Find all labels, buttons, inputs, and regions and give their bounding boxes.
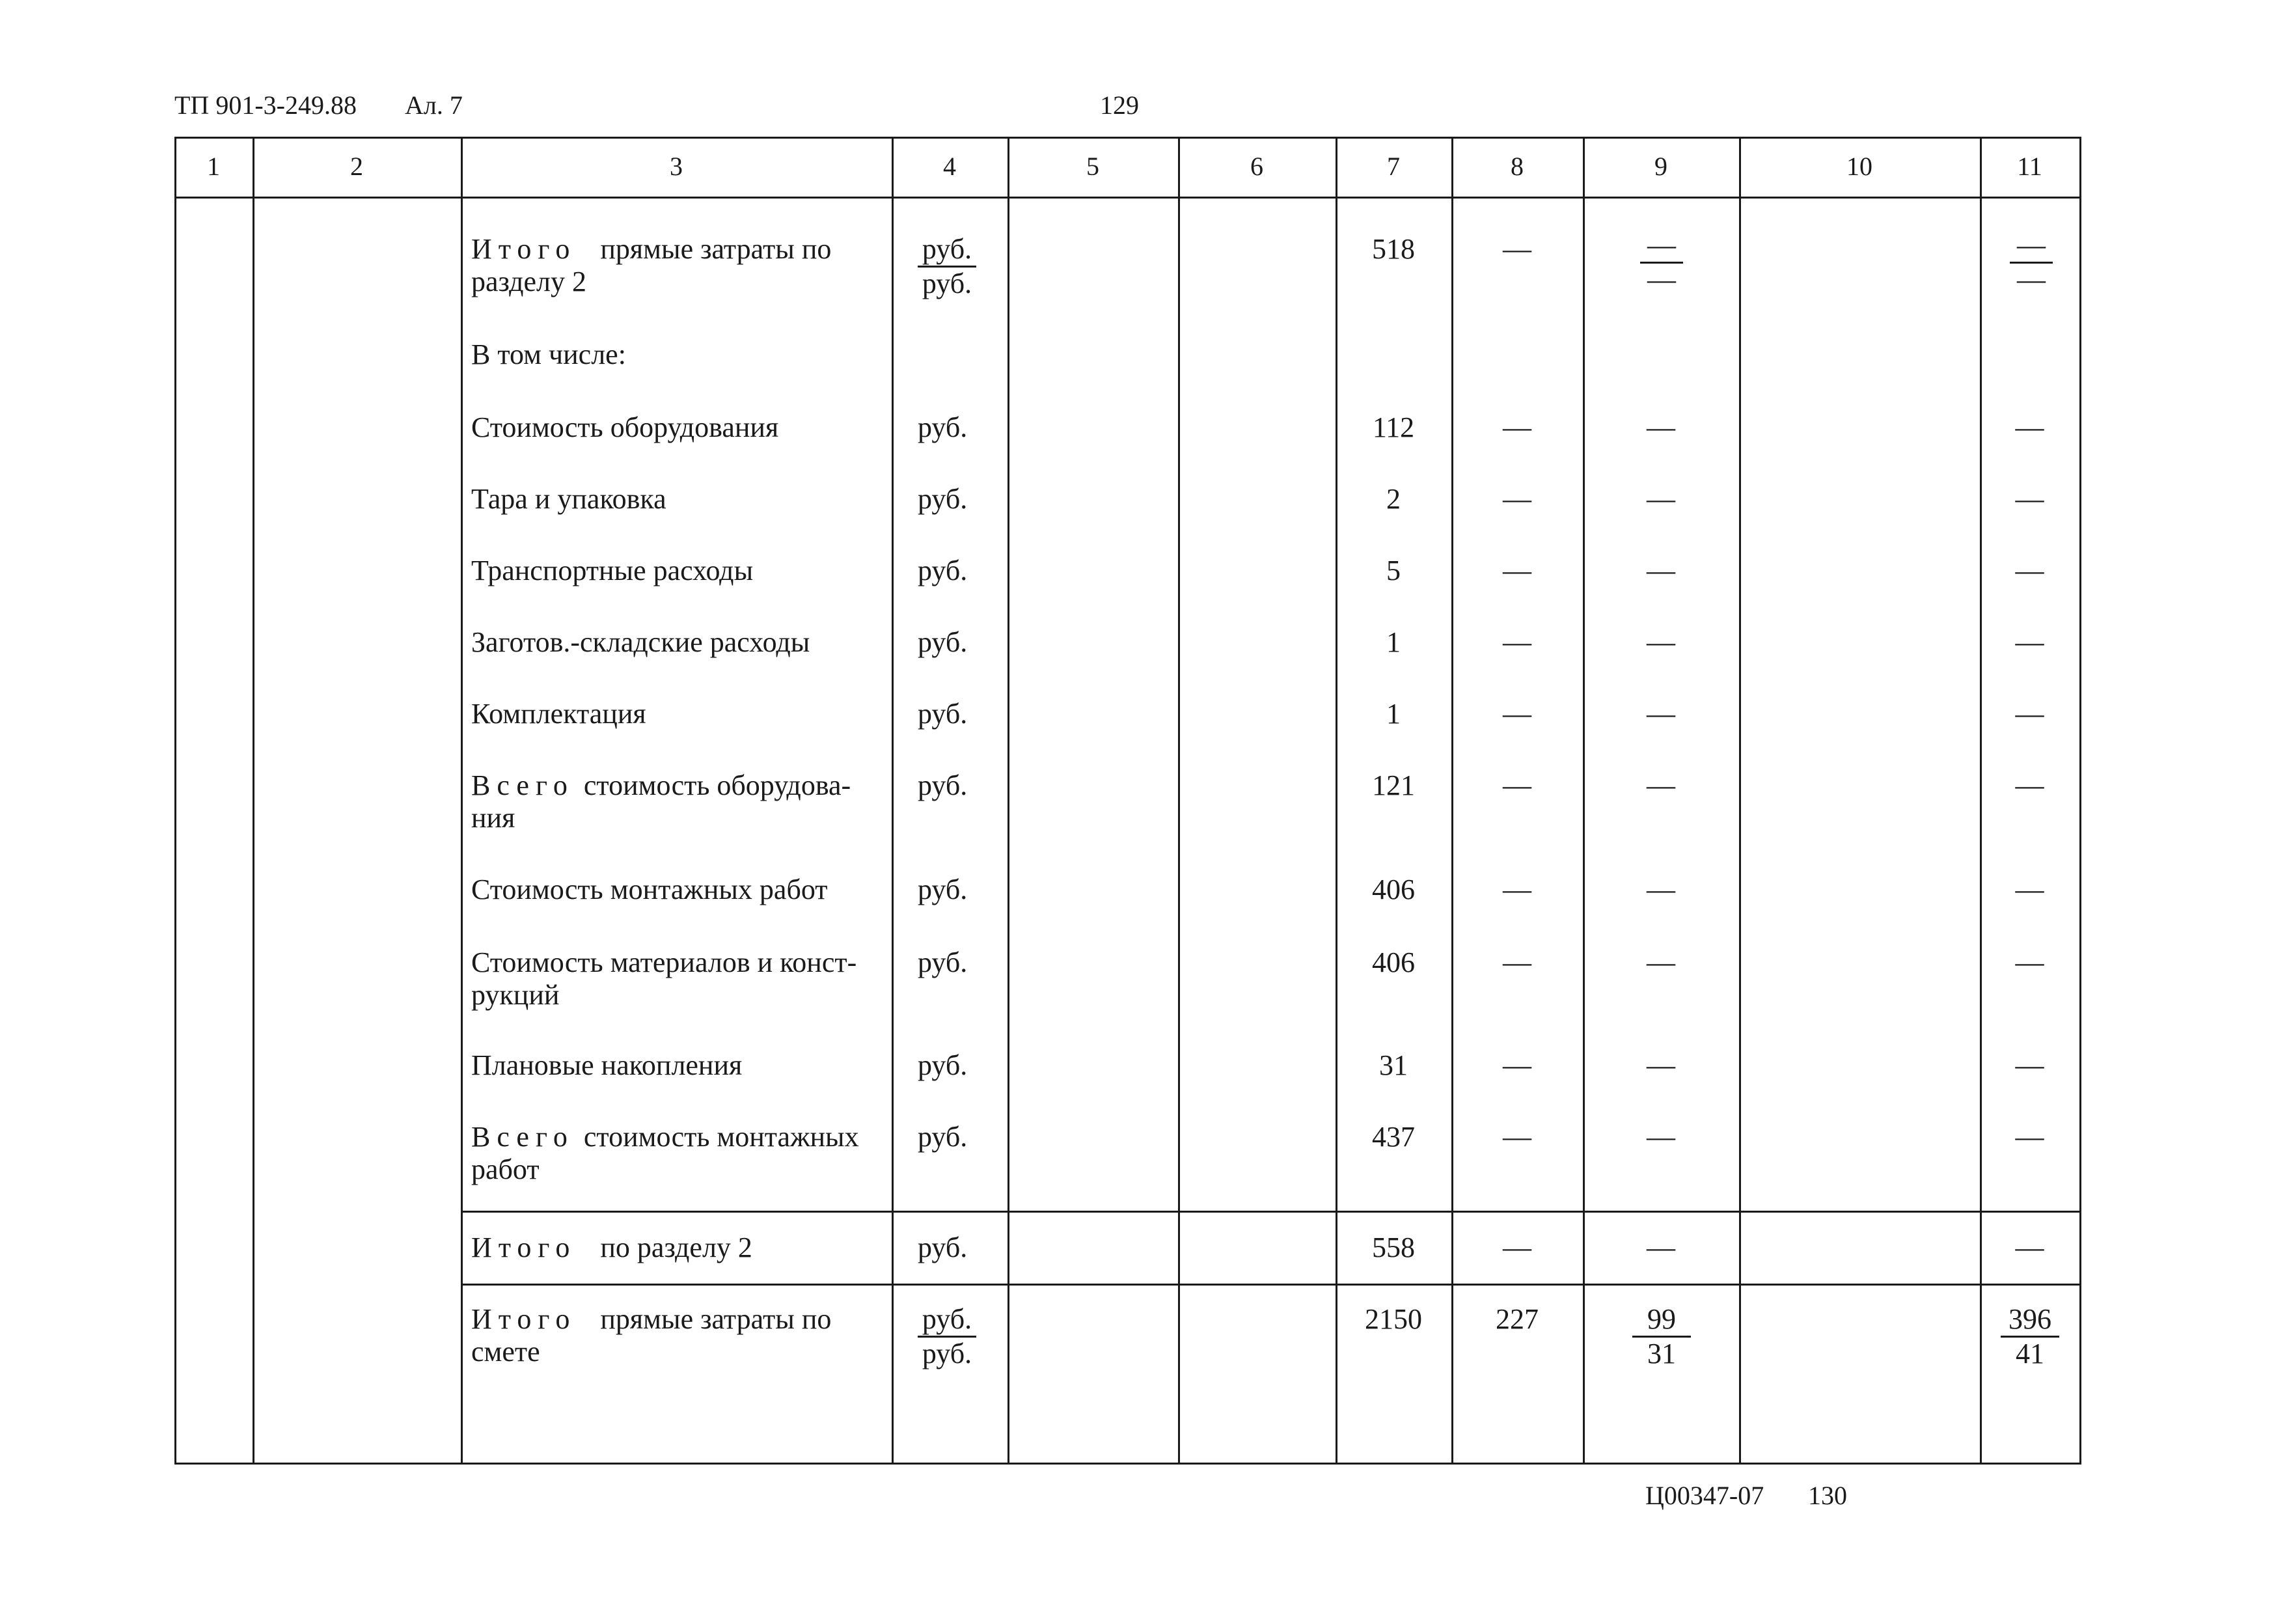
cell-col8: — — [1503, 1121, 1531, 1153]
cell-col11: — — [2015, 698, 2044, 730]
footer-page: 130 — [1808, 1481, 1847, 1510]
col-border — [1178, 137, 1180, 1465]
cell-unit: руб. — [918, 555, 968, 586]
unit-fraction — [918, 1303, 976, 1370]
table-row-label: Стоимость оборудования — [471, 411, 779, 443]
cell-col9: — — [1647, 946, 1675, 978]
column-number: 5 — [1086, 152, 1099, 181]
cell-col8: — — [1503, 874, 1531, 905]
table-row-label — [471, 1232, 752, 1264]
row-label-line2: ния — [471, 802, 515, 834]
cell-col8: — — [1503, 1232, 1531, 1263]
column-number: 1 — [207, 152, 220, 181]
col9-bottom: 31 — [1647, 1338, 1676, 1369]
unit-top: руб. — [918, 233, 976, 268]
row-label-line2: работ — [471, 1153, 540, 1185]
cell-col8: — — [1503, 946, 1531, 978]
column-number: 8 — [1511, 152, 1524, 181]
cell-col7: 112 — [1372, 411, 1415, 443]
row-label-text: по разделу 2 — [600, 1232, 752, 1263]
row-label-spaced: Итого — [471, 233, 577, 265]
col-border — [2079, 137, 2081, 1465]
unit-bottom: руб. — [922, 268, 972, 299]
col9-top: 99 — [1632, 1303, 1691, 1338]
row-label-text: прямые затраты по — [600, 1303, 832, 1335]
col11-fraction — [2010, 229, 2053, 296]
col9-fraction — [1632, 1303, 1691, 1370]
unit-bottom: руб. — [922, 1338, 972, 1369]
cell-unit: руб. — [918, 769, 968, 801]
table-row-label: Заготов.-складские расходы — [471, 626, 810, 658]
cell-col11: — — [2015, 1121, 2044, 1153]
row-label-spaced: Итого — [471, 1232, 577, 1263]
cell-col11: — — [2015, 874, 2044, 905]
table-row-label — [471, 233, 831, 266]
col9-top: — — [1640, 229, 1683, 264]
col-border — [1007, 137, 1009, 1465]
cell-col7: 406 — [1372, 946, 1415, 978]
cell-col9: — — [1647, 698, 1675, 730]
estimate-table — [174, 137, 2081, 1465]
cell-col11: — — [2015, 1232, 2044, 1263]
cell-col8: 227 — [1496, 1303, 1539, 1335]
table-row-label: Стоимость материалов и конст- — [471, 946, 857, 978]
row-label-spaced: Итого — [471, 1303, 577, 1335]
cell-col8: — — [1503, 555, 1531, 586]
cell-col9: — — [1647, 1049, 1675, 1081]
row-label-line2: смете — [471, 1336, 540, 1368]
column-number: 10 — [1846, 152, 1872, 181]
unit-top: руб. — [918, 1303, 976, 1338]
table-row-label — [471, 1303, 831, 1336]
col11-bottom: — — [2017, 264, 2046, 296]
cell-col8: — — [1503, 411, 1531, 443]
cell-col9: — — [1647, 483, 1675, 515]
table-row-label — [471, 1121, 859, 1153]
cell-col11: — — [2015, 483, 2044, 515]
cell-col8: — — [1503, 233, 1531, 265]
cell-col8: — — [1503, 1049, 1531, 1081]
row-label-spaced: Всего — [471, 769, 574, 801]
cell-unit: руб. — [918, 483, 968, 515]
cell-col9: — — [1647, 769, 1675, 801]
table-row-label: Плановые накопления — [471, 1049, 743, 1081]
col11-top: 396 — [2001, 1303, 2059, 1338]
cell-col9: — — [1647, 1232, 1675, 1263]
col11-bottom: 41 — [2016, 1338, 2044, 1369]
section-divider — [461, 1284, 2081, 1286]
row-label-spaced: Всего — [471, 1121, 574, 1153]
cell-unit: руб. — [918, 1049, 968, 1081]
cell-unit: руб. — [918, 626, 968, 658]
cell-col11: — — [2015, 411, 2044, 443]
table-row-label: Транспортные расходы — [471, 555, 754, 586]
cell-col9: — — [1647, 411, 1675, 443]
footer-code: Ц00347-07 — [1645, 1481, 1764, 1510]
section-divider — [461, 1211, 2081, 1213]
table-row-label: Тара и упаковка — [471, 483, 666, 515]
unit-fraction — [918, 233, 976, 300]
cell-col11: — — [2015, 626, 2044, 658]
table-row-label: Комплектация — [471, 698, 646, 730]
cell-col9: — — [1647, 626, 1675, 658]
cell-unit: руб. — [918, 946, 968, 978]
row-label-line2: рукций — [471, 979, 560, 1011]
cell-col8: — — [1503, 483, 1531, 515]
cell-unit: руб. — [918, 411, 968, 443]
cell-unit: руб. — [918, 1232, 968, 1263]
row-label-text: прямые затраты по — [600, 233, 832, 265]
cell-col11: — — [2015, 769, 2044, 801]
row-label-text: стоимость монтажных — [583, 1121, 859, 1153]
table-row-label — [471, 769, 851, 802]
page-number: 129 — [1100, 90, 1139, 120]
cell-col7: 406 — [1372, 874, 1415, 905]
table-row-label: В том числе: — [471, 338, 626, 370]
cell-col7: 5 — [1386, 555, 1401, 586]
column-number: 2 — [350, 152, 363, 181]
col-border — [1739, 137, 1741, 1465]
cell-col7: 31 — [1379, 1049, 1408, 1081]
cell-col7: 518 — [1372, 233, 1415, 265]
row-label-text: стоимость оборудова- — [583, 769, 851, 801]
col9-fraction — [1640, 229, 1683, 296]
doc-code: ТП 901-3-249.88 — [174, 90, 357, 120]
row-label-line2: разделу 2 — [471, 266, 586, 297]
col-border — [892, 137, 894, 1465]
cell-col8: — — [1503, 769, 1531, 801]
cell-col7: 558 — [1372, 1232, 1415, 1263]
table-row-label: Стоимость монтажных работ — [471, 874, 828, 905]
col-border — [461, 137, 463, 1465]
cell-unit: руб. — [918, 874, 968, 905]
cell-unit: руб. — [918, 698, 968, 730]
column-number: 9 — [1654, 152, 1667, 181]
cell-col7: 2150 — [1365, 1303, 1422, 1335]
album-number: Ал. 7 — [405, 90, 463, 120]
cell-col7: 1 — [1386, 698, 1401, 730]
cell-col11: — — [2015, 1049, 2044, 1081]
cell-col9: — — [1647, 555, 1675, 586]
cell-col8: — — [1503, 626, 1531, 658]
cell-col7: 1 — [1386, 626, 1401, 658]
col11-fraction — [2001, 1303, 2059, 1370]
cell-col9: — — [1647, 874, 1675, 905]
cell-unit: руб. — [918, 1121, 968, 1153]
col11-top: — — [2010, 229, 2053, 264]
col-border — [174, 137, 176, 1465]
cell-col8: — — [1503, 698, 1531, 730]
cell-col9: — — [1647, 1121, 1675, 1153]
column-number: 11 — [2017, 152, 2042, 181]
cell-col11: — — [2015, 555, 2044, 586]
column-number: 7 — [1387, 152, 1400, 181]
cell-col7: 437 — [1372, 1121, 1415, 1153]
cell-col7: 2 — [1386, 483, 1401, 515]
column-number: 4 — [943, 152, 956, 181]
col-border — [253, 137, 254, 1465]
cell-col11: — — [2015, 946, 2044, 978]
cell-col7: 121 — [1372, 769, 1415, 801]
column-number: 6 — [1250, 152, 1263, 181]
col9-bottom: — — [1647, 264, 1676, 296]
column-number: 3 — [670, 152, 683, 181]
